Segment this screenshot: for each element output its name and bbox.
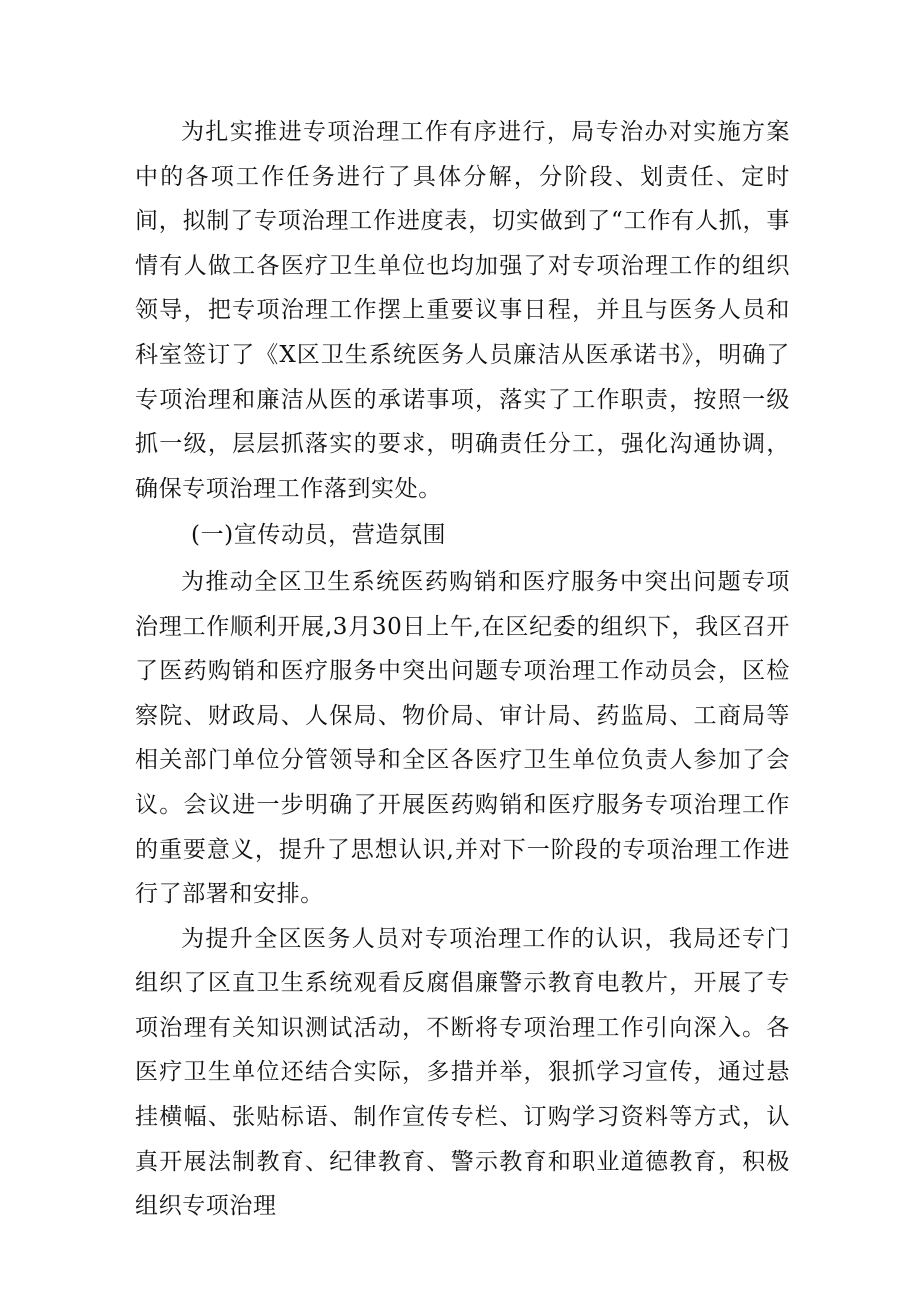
text-line: 一步明确了开展医药购销和医疗服务专项治理工作的重要意义，	[135, 791, 791, 863]
text-line: 专项治理工作摆上重要议事日程，并且与医务人员和科室签订了	[135, 297, 790, 368]
text-line: 为推动全区卫生系统医药购销和医疗服务中突出问题专项治	[135, 568, 790, 640]
text-line: 织了区直卫生系统观看反腐倡廉警示教育电教片，开展了专项治	[135, 970, 790, 1041]
text-line: 理工作顺利开展,3月30日上午,在区纪委的组织下，我区召开了医	[135, 613, 790, 685]
text-line: 的各项工作任务进行了具体分解，分阶段、划责任、定时间，拟	[135, 163, 791, 235]
text-line: 洁从医的承诺事项，落实了工作职责，按照一级抓一级，层层抓	[135, 386, 790, 458]
section-heading-text: (一)宣传动员，营造氛围	[191, 522, 447, 549]
text-line: 制了专项治理工作进度表，切实做到了“工作有人抓，事情有人	[135, 208, 790, 279]
text-line: 为提升全区医务人员对专项治理工作的认识，我局还专门组	[135, 925, 790, 997]
text-line: 落到实处。	[323, 475, 442, 502]
paragraph-awareness-education	[135, 917, 790, 1229]
text-line: 为扎实推进专项治理工作有序进行，局专治办对实施方案中	[135, 119, 790, 190]
text-line: 财政局、人保局、物价局、审计局、药监局、工商局等相关部门	[135, 702, 790, 774]
text-line: 张贴标语、制作宣传专栏、订购学习资料等方式，认真开展法制	[135, 1104, 790, 1175]
text-line: 生单位还结合实际，多措并举，狠抓学习宣传，通过悬挂横幅、	[135, 1059, 790, 1131]
text-line: 做工各医疗卫生单位也均加强了对专项治理工作的组织领导，把	[135, 252, 790, 324]
paragraph-mobilization-meeting	[135, 560, 790, 917]
document-body	[135, 110, 790, 1229]
paragraph-task-breakdown	[135, 110, 790, 511]
text-line: 提升了思想认识,并对下一阶段的专项治理工作进行了部署和安	[135, 836, 790, 908]
text-line: 排。	[276, 881, 324, 908]
section-heading	[135, 511, 790, 560]
text-line: 单位分管领导和全区各医疗卫生单位负责人参加了会议。会议进	[135, 747, 790, 818]
text-line: 理有关知识测试活动，不断将专项治理工作引向深入。各医疗卫	[135, 1014, 791, 1086]
text-line: 《X区卫生系统医务人员廉洁从医承诺书》，明确了专项治理和廉	[135, 341, 790, 413]
text-line: 落实的要求，明确责任分工，强化沟通协调，确保专项治理工作	[135, 431, 791, 502]
text-line: 药购销和医疗服务中突出问题专项治理工作动员会，区检察院、	[135, 658, 791, 729]
text-line: 教育、纪律教育、警示教育和职业道德教育，积极组织专项治理	[135, 1148, 791, 1220]
